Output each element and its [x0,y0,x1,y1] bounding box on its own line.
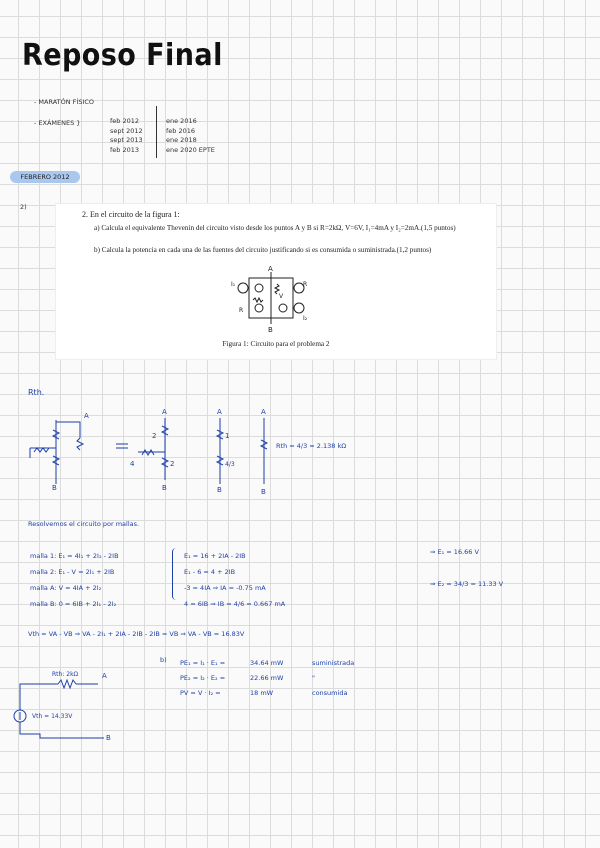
mesh-result-e2: ⇒ E₂ = 34/3 = 11.33 V [430,580,504,588]
rth-node-b4: B [261,488,266,496]
mesh-heading: Resolvemos el circuito por mallas. [28,520,140,528]
exam-item: ene 2020 EPTE [166,145,215,154]
power-val: 34.64 mW [250,659,284,667]
fig-label-r2: R [239,307,244,314]
power-part-label: b) [160,656,167,664]
rth-node-b3: B [217,486,222,494]
rth-node-a2: A [162,408,167,416]
fig-label-r: R [303,281,308,288]
exam-item: feb 2013 [110,145,140,154]
rth-result: Rth = 4/3 = 2.138 kΩ [276,442,347,450]
power-eq: PV = V · I₂ = [180,689,221,697]
mesh-result-e1: ⇒ E₁ = 16.66 V [430,548,479,556]
section-tag: FEBRERO 2012 [10,171,80,183]
rth-value-4: 4 [130,460,135,468]
rth-node-a3: A [217,408,222,416]
fig-label-i1: I₁ [231,281,236,288]
thevenin-r-label: Rth: 2kΩ [52,671,79,678]
power-notes [312,656,354,701]
figure-caption: Figura 1: Circuito para el problema 2 [222,340,330,348]
power-eq: PE₁ = I₁ · E₁ = [180,659,226,667]
exam-item: feb 2016 [166,126,196,135]
exam-list-left [110,117,143,155]
rth-node-b1: B [52,484,57,492]
rth-node-a4: A [261,408,266,416]
exam-item: sept 2012 [110,126,143,135]
thevenin-v-label: Vth = 14.33V [32,713,73,720]
mesh-sol: 4 = 6IB ⇒ IB = 4/6 = 0.667 mA [184,600,286,608]
power-values [250,656,283,701]
problem-statement [55,203,497,360]
mesh-sol: E₁ - 6 = 4 + 2IB [184,568,236,576]
exam-list-right [166,117,215,155]
power-note: consumida [312,689,348,697]
mesh-eq: malla 2: E₁ - V = 2I₁ + 2IB [30,568,115,576]
power-note: suministrada [312,659,355,667]
mesh-sol: -3 = 4IA ⇒ IA = -0.75 mA [184,584,266,592]
problem-part-a: a) Calcula el equivalente Thevenin del circuito visto desde los puntos A y B si R=2kΩ, V=6V, I₁=4mA y I₂=2mA.(1,5 puntos) [94,224,456,232]
rth-reduction-diagrams [20,400,340,500]
index-item-maraton: - MARATÓN FÍSICO [34,98,95,106]
rth-value-2: 2 [152,432,157,440]
brace [172,548,177,600]
rth-node-b2: B [162,484,167,492]
mesh-eq: malla B: 0 = 6IB + 2I₁ - 2I₂ [30,600,117,608]
rth-value-2b: 2 [170,460,175,468]
mesh-eq: malla A: V = 4IA + 2I₂ [30,584,102,592]
problem-part-b: b) Calcula la potencia en cada una de las fuentes del circuito justificando si es consumida o suministrada.(1,2 puntos) [94,246,432,254]
thevenin-circuit [8,660,148,750]
rth-value-1: 1 [225,432,230,440]
vth-derivation: Vth = VA - VB ⇒ VA - 2I₁ + 2IA - 2IB - 2IB = VB ⇒ VA - VB = 16.83V [28,630,245,638]
power-note: " [312,674,315,682]
exam-item: sept 2013 [110,136,143,144]
power-val: 18 mW [250,689,274,697]
exam-item: feb 2012 [110,117,140,125]
rth-value-frac: 4/3 [225,461,235,468]
fig-label-v: V [279,293,284,300]
exam-item: ene 2016 [166,117,197,125]
index-item-examenes: - EXÁMENES } [34,119,81,127]
page-title: Reposo Final [22,38,223,73]
problem-circuit-figure [231,264,311,334]
mesh-equations [30,548,119,612]
thevenin-node-a: A [102,672,107,680]
fig-label-b: B [268,326,273,334]
mesh-sol: E₁ = 16 + 2IA - 2IB [184,552,246,560]
mesh-solutions [184,548,285,612]
rth-label: Rth. [28,388,45,397]
rth-node-a1: A [84,412,89,420]
power-val: 22.66 mW [250,674,284,682]
power-eq: PE₂ = I₂ · E₂ = [180,674,226,682]
problem-number: 2) [20,203,27,211]
mesh-eq: malla 1: E₁ = 4I₁ + 2I₂ - 2IB [30,552,119,560]
problem-heading: 2. En el circuito de la figura 1: [82,210,180,219]
fig-label-i2: I₂ [303,315,308,322]
divider-line [156,106,157,158]
fig-label-a: A [268,265,273,273]
thevenin-node-b: B [106,734,111,742]
exam-item: ene 2018 [166,136,197,144]
power-equations [180,656,225,701]
